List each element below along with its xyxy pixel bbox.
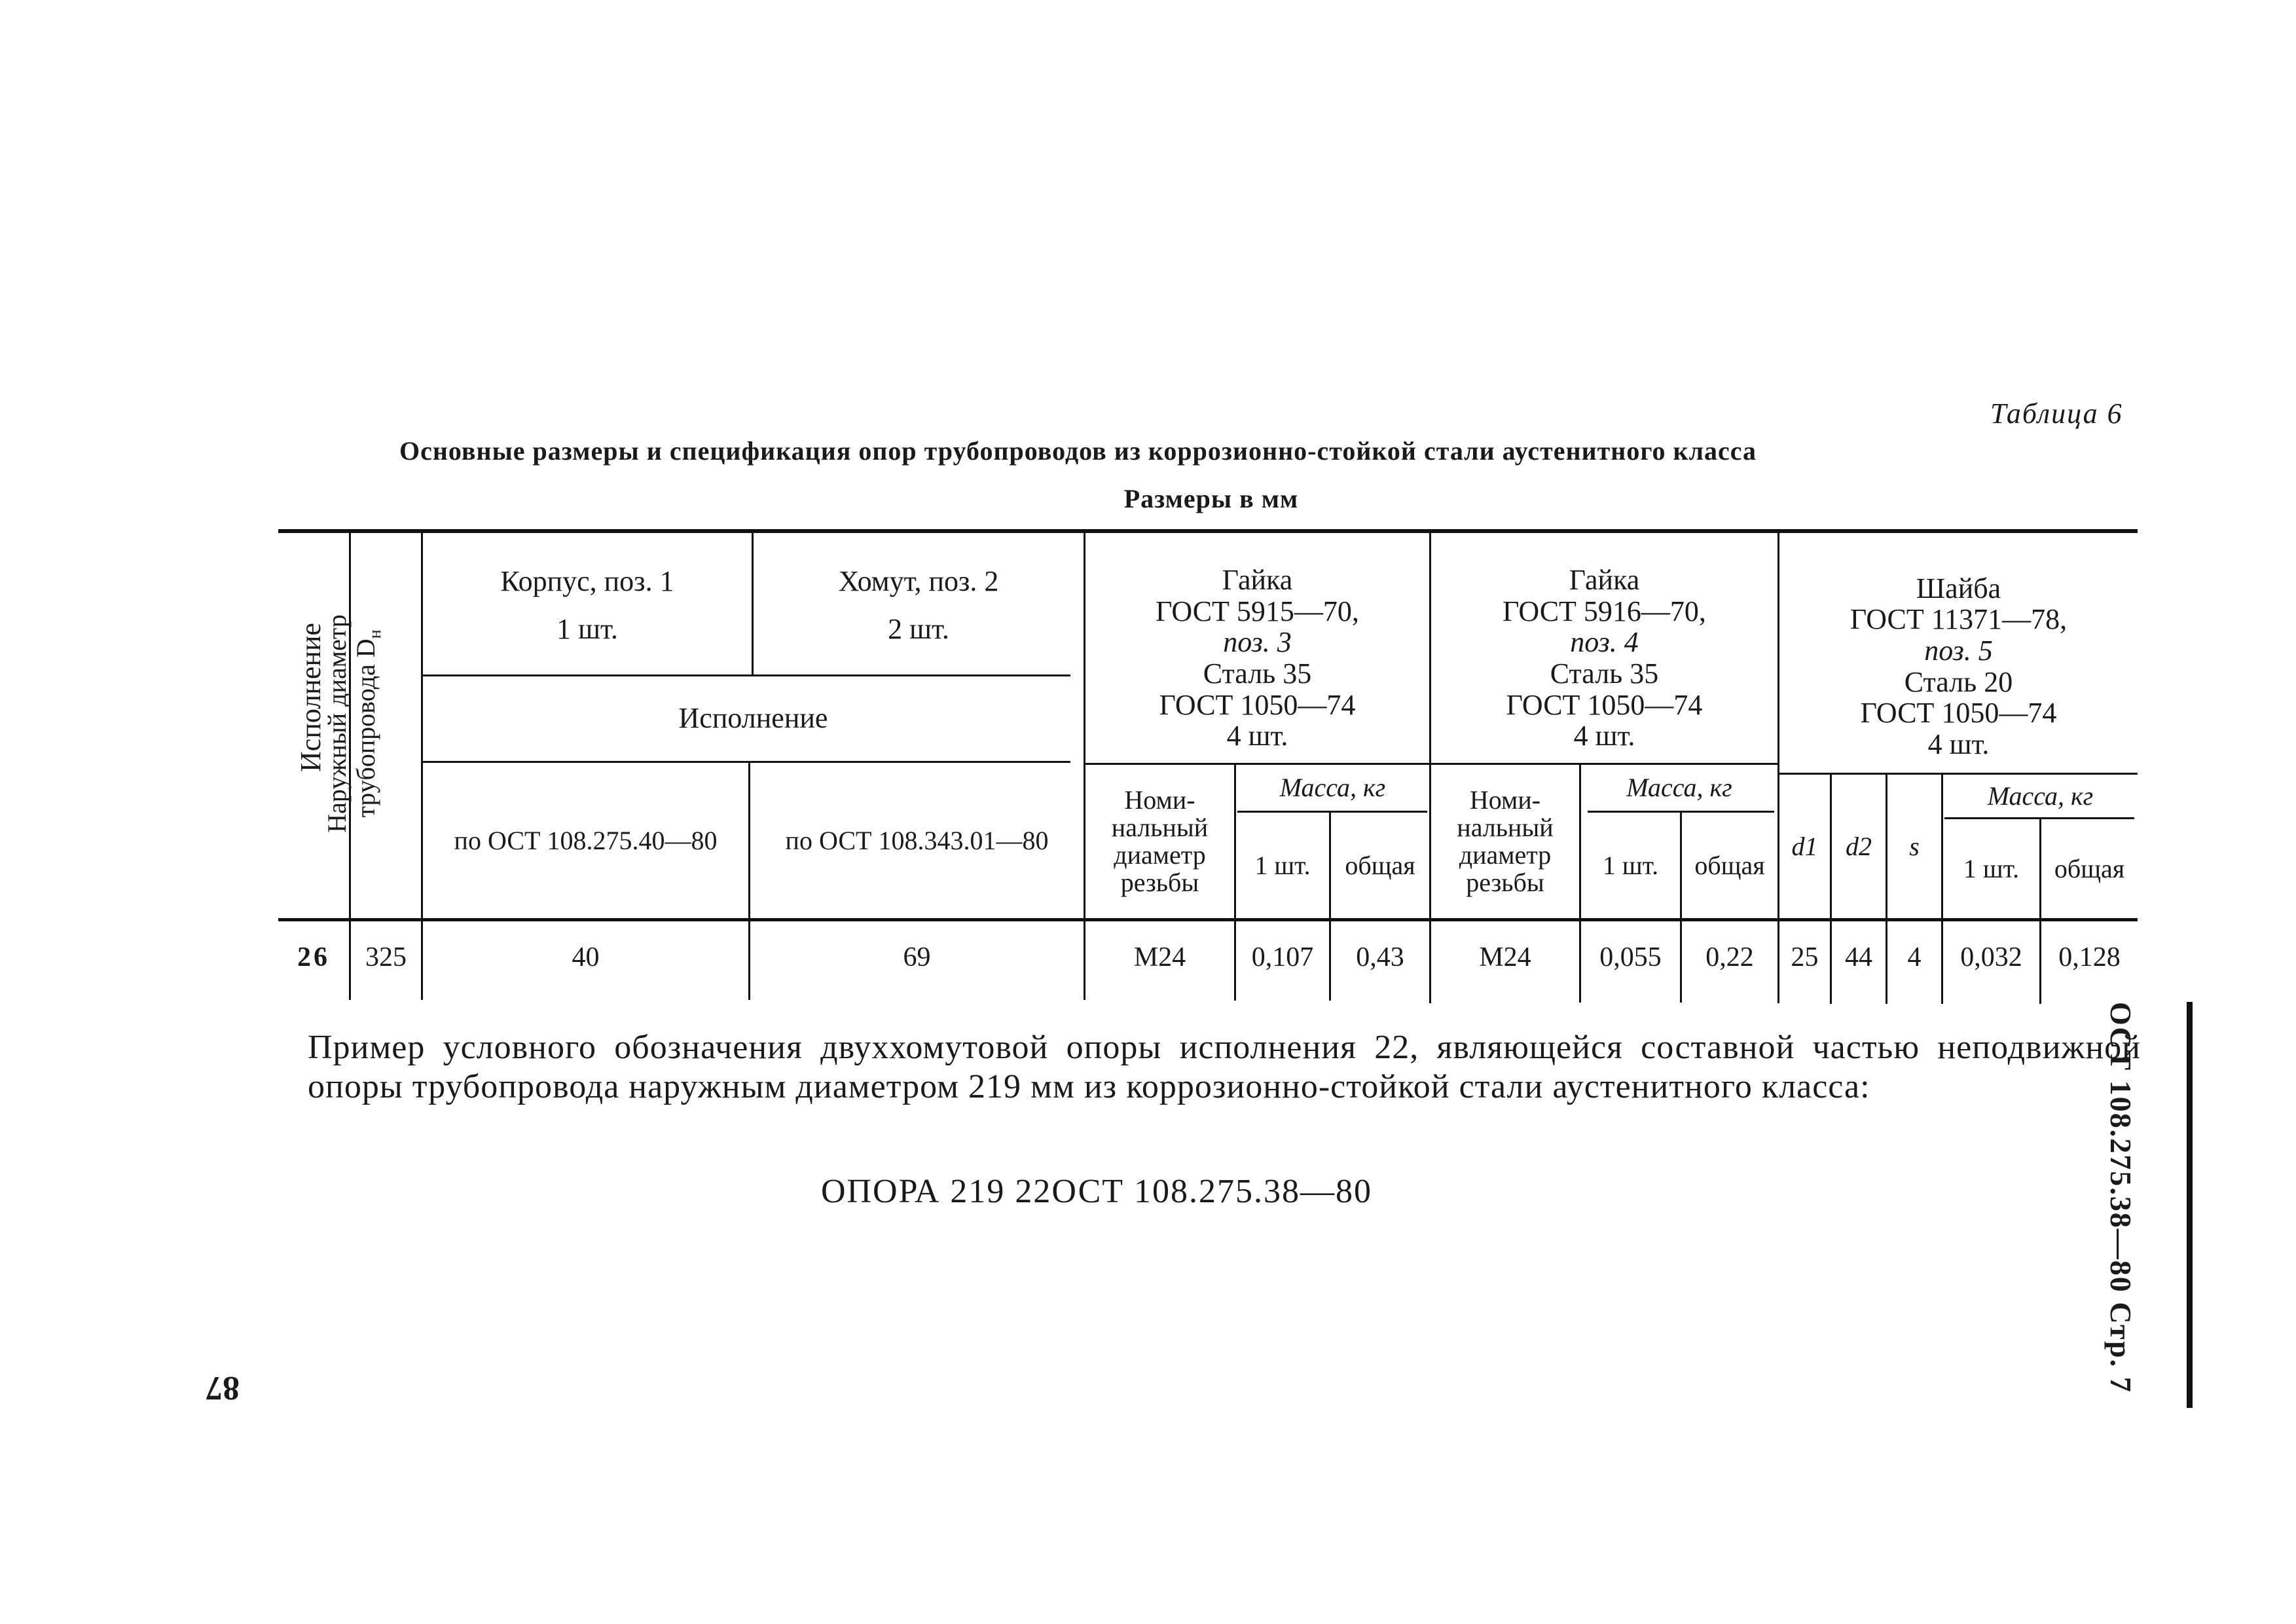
cell-nut2-mass-one: 0,055 xyxy=(1599,942,1662,972)
nut1-mass-header: Масса, кг xyxy=(1279,773,1386,802)
thread-line: резьбы xyxy=(1466,868,1544,897)
side-rule xyxy=(2187,1002,2193,1408)
khomut-qty: 2 шт. xyxy=(888,613,949,645)
cell-nut2-mass-total: 0,22 xyxy=(1705,942,1754,972)
cell-washer-mass-total: 0,128 xyxy=(2058,942,2121,972)
example-paragraph: Пример условного обозначения двуххомутовой опоры исполнения 22, являющейся составной частью неподвижной опоры трубопровода наружным диаметром 219 мм из коррозионно-стойкой стали аустенитного класса: xyxy=(308,1029,2141,1105)
cell-nut1-thread: М24 xyxy=(1133,942,1186,972)
nut2-line: ГОСТ 5916—70, xyxy=(1503,595,1706,627)
nut2-header xyxy=(1431,553,1777,763)
nut1-thread-header xyxy=(1085,765,1234,918)
washer-line: 4 шт. xyxy=(1927,728,1990,760)
korpus-qty: 1 шт. xyxy=(556,613,618,645)
nut1-line: Сталь 35 xyxy=(1203,657,1312,690)
s-header: s xyxy=(1909,831,1920,861)
nut1-line: ГОСТ 5915—70, xyxy=(1156,595,1359,627)
designation-example: ОПОРА 219 22ОСТ 108.275.38—80 xyxy=(820,1173,1373,1210)
nut2-line: Гайка xyxy=(1569,564,1640,597)
washer-total-header: общая xyxy=(2054,853,2125,883)
ispolnenie-header: Исполнение xyxy=(294,623,327,772)
cell-diameter: 325 xyxy=(365,942,407,972)
nut1-line: ГОСТ 1050—74 xyxy=(1159,688,1356,721)
washer-line: Шайба xyxy=(1916,572,2001,604)
nut1-line: поз. 3 xyxy=(1223,626,1292,659)
thread-line: нальный xyxy=(1111,813,1209,842)
cell-washer-mass-one: 0,032 xyxy=(1960,942,2022,972)
cell-nut1-mass-one: 0,107 xyxy=(1251,942,1314,972)
cell-nut1-mass-total: 0,43 xyxy=(1356,942,1404,972)
diameter-header-text: трубопровода D xyxy=(350,638,380,818)
cell-ost1: 40 xyxy=(572,942,600,972)
khomut-header xyxy=(754,544,1084,668)
diameter-header-line1: Наружный диаметр xyxy=(321,614,352,833)
washer-one-header: 1 шт. xyxy=(1963,853,2020,883)
korpus-header xyxy=(423,544,752,668)
nut1-header xyxy=(1085,553,1429,763)
khomut-title: Хомут, поз. 2 xyxy=(838,565,999,598)
document-side-mark: ОСТ 108.275.38—80 Стр. 7 xyxy=(2104,1002,2138,1393)
washer-mass-header: Масса, кг xyxy=(1987,781,2094,811)
nut2-line: поз. 4 xyxy=(1570,626,1639,659)
nut1-line: Гайка xyxy=(1222,564,1293,597)
ost1-header: по ОСТ 108.275.40—80 xyxy=(454,825,718,855)
cell-s: 4 xyxy=(1907,942,1922,972)
d1-header: d1 xyxy=(1791,831,1818,861)
korpus-title: Корпус, поз. 1 xyxy=(500,565,674,598)
nut2-line: ГОСТ 1050—74 xyxy=(1506,688,1703,721)
thread-line: диаметр xyxy=(1459,840,1552,870)
d2-header: d2 xyxy=(1846,831,1872,861)
table-top-rule xyxy=(278,529,2138,533)
table-units: Размеры в мм xyxy=(1123,484,1299,513)
thread-line: резьбы xyxy=(1120,868,1199,897)
cell-ost2: 69 xyxy=(903,942,931,972)
thread-line: нальный xyxy=(1457,813,1554,842)
nut2-line: 4 шт. xyxy=(1573,720,1635,752)
diameter-header xyxy=(318,593,390,855)
nut1-total-header: общая xyxy=(1345,850,1415,880)
nut1-one-header: 1 шт. xyxy=(1254,850,1311,880)
nut2-line: Сталь 35 xyxy=(1550,657,1659,690)
thread-line: Номи- xyxy=(1124,785,1195,815)
table-title: Основные размеры и спецификация опор трубопроводов из коррозионно-стойкой стали аустенитного класса xyxy=(399,436,1757,466)
cell-d2: 44 xyxy=(1845,942,1872,972)
cell-d1: 25 xyxy=(1791,942,1819,972)
table-label: Таблица 6 xyxy=(1990,397,2123,430)
washer-header xyxy=(1779,560,2138,773)
nut2-thread-header xyxy=(1431,765,1579,918)
diameter-header-line2 xyxy=(352,629,385,817)
washer-line: ГОСТ 1050—74 xyxy=(1860,697,2057,729)
washer-line: ГОСТ 11371—78, xyxy=(1850,603,2068,636)
cell-nut2-thread: М24 xyxy=(1479,942,1531,972)
nut2-total-header: общая xyxy=(1694,850,1765,880)
thread-line: Номи- xyxy=(1469,785,1541,815)
ispolnenie-group-header: Исполнение xyxy=(678,702,828,735)
nut2-mass-header: Масса, кг xyxy=(1626,773,1732,802)
washer-line: поз. 5 xyxy=(1924,634,1993,667)
washer-line: Сталь 20 xyxy=(1904,665,2013,698)
diameter-header-sub: н xyxy=(365,629,384,639)
ost2-header: по ОСТ 108.343.01—80 xyxy=(785,825,1049,855)
page-number: 87 xyxy=(206,1369,240,1407)
nut2-one-header: 1 шт. xyxy=(1602,850,1659,880)
thread-line: диаметр xyxy=(1114,840,1206,870)
cell-ispolnenie: 26 xyxy=(297,942,330,972)
nut1-line: 4 шт. xyxy=(1226,720,1288,752)
